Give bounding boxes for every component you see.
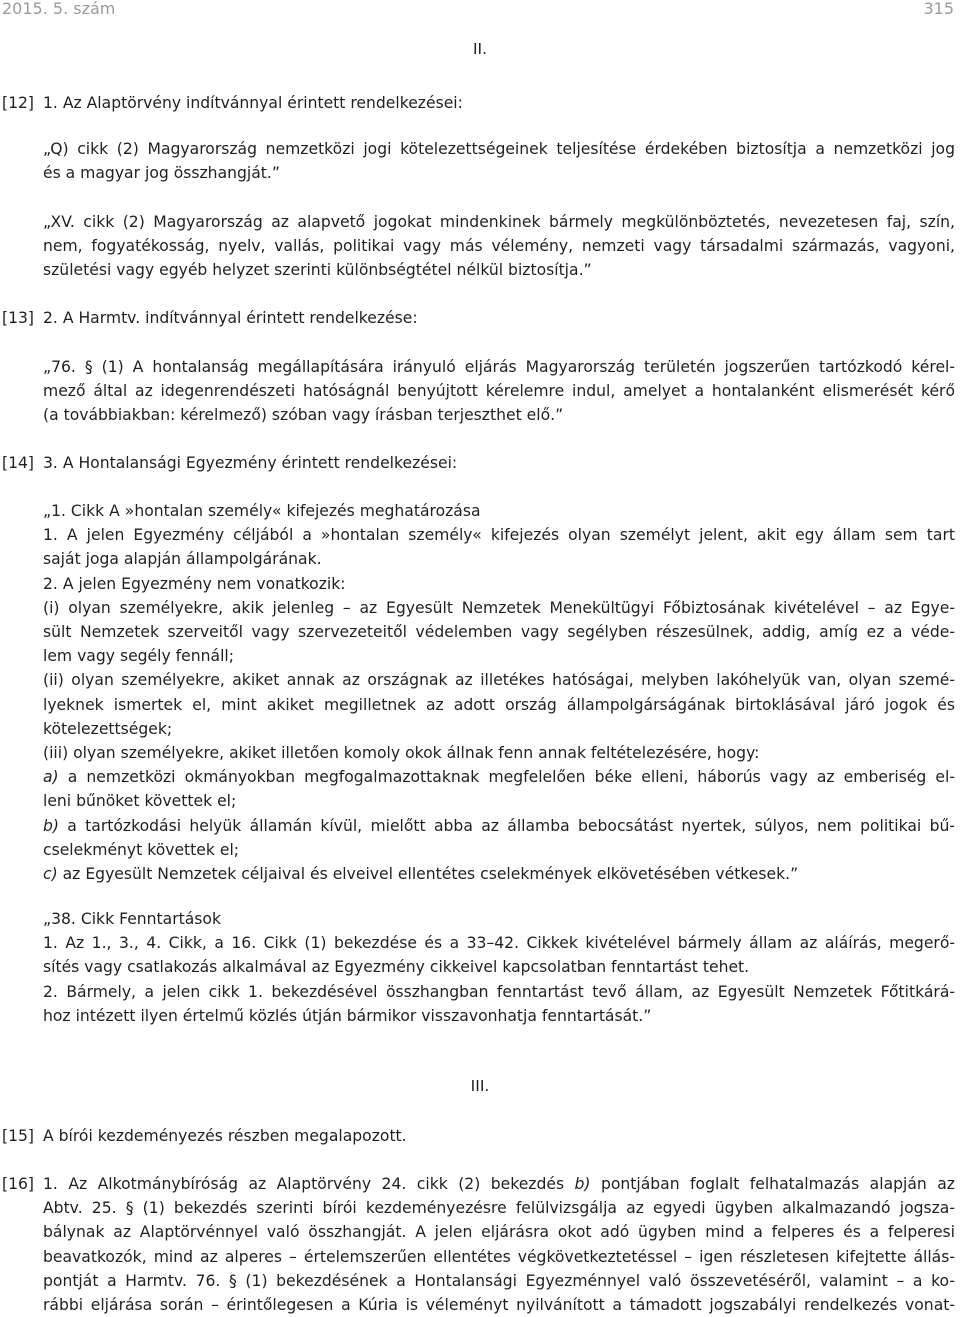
section-heading-ii: II. — [472, 40, 488, 58]
text-line: „76. § (1) A hontalanság megállapítására irányuló eljárás Magyarország területén jogszerűen tartózkodó kérel- — [43, 358, 955, 376]
text-line: sítés vagy csatlakozás alkalmával az Egyezmény cikkeivel kapcsolatban fenntartást tehet. — [43, 958, 750, 977]
text-line: A bírói kezdeményezés részben megalapozott. — [43, 1127, 407, 1145]
text-line: 2. Bármely, a jelen cikk 1. bekezdésével összhangban fenntartást tevő állam, az Egyesült Nemzetek Főtitkárá- — [43, 982, 955, 1001]
text-line: hoz intézett ilyen értelmű közlés útján bármikor visszavonhatja fenntartását.” — [43, 1006, 652, 1025]
text-line: 2. A jelen Egyezmény nem vonatkozik: — [43, 574, 346, 593]
text-line: „38. Cikk Fenntartások — [43, 910, 221, 928]
text-line: pontját a Harmtv. 76. § (1) bekezdésének a Hontalansági Egyezménnyel való összevetéséről, valamint – a ko- — [43, 1271, 955, 1290]
paragraph-number-13: [13] — [2, 309, 35, 327]
text-line: lem vagy segély fennáll; — [43, 647, 234, 666]
text-line: bálynak az Alaptörvénnyel való összhangját. A jelen eljárásra okot adó ügyben mind a felperes és a felperesi — [43, 1223, 955, 1242]
text-line: 2. A Harmtv. indítvánnyal érintett rendelkezése: — [43, 309, 418, 327]
quote-convention-article-1 — [43, 499, 955, 886]
text-line: sült Nemzetek szerveitől vagy szervezeteitől védelemben vagy segélyben részesülnek, addig, amíg ez a véde- — [43, 623, 955, 642]
text-line: leni bűnöket követtek el; — [43, 792, 237, 811]
text-line: „XV. cikk (2) Magyarország az alapvető jogokat mindenkinek bármely megkülönböztetés, nevezetesen faj, szín, — [43, 213, 955, 231]
quote-harmtv-76 — [43, 355, 955, 428]
paragraph-14-intro — [43, 451, 955, 475]
quote-article-q — [43, 137, 955, 185]
text-line: 1. A jelen Egyezmény céljából a »hontalan személy« kifejezés olyan személyt jelent, akit egy állam sem tart — [43, 526, 955, 545]
paragraph-number-15: [15] — [2, 1127, 35, 1145]
paragraph-number-16: [16] — [2, 1175, 35, 1193]
text-line: kötelezettségek; — [43, 719, 173, 738]
text-line: „1. Cikk A »hontalan személy« kifejezés meghatározása — [43, 502, 481, 520]
item-marker: b) — [574, 1175, 591, 1193]
paragraph-12-intro — [43, 91, 955, 115]
quote-convention-article-38 — [43, 907, 955, 1028]
text-line: „Q) cikk (2) Magyarország nemzetközi jogi kötelezettségeinek teljesítése érdekében biztosítja a nemzetközi jog — [43, 140, 955, 158]
text-line — [43, 765, 955, 789]
text-line: 1. Az Alaptörvény indítvánnyal érintett rendelkezései: — [43, 94, 463, 112]
paragraph-15 — [43, 1124, 955, 1148]
text-line: saját joga alapján állampolgárának. — [43, 550, 322, 569]
section-heading-iii: III. — [470, 1077, 490, 1095]
text-line: lyeknek ismertek el, mint akiket megilletnek az adott ország állampolgárságának birtoklásával járó jogok és — [43, 695, 955, 714]
text-line — [43, 814, 955, 838]
text-part: pontjában foglalt felhatalmazás alapján az — [590, 1175, 955, 1193]
paragraph-number-14: [14] — [2, 454, 35, 472]
text-line: Abtv. 25. § (1) bekezdés szerinti bírói kezdeményezésre felülvizsgálja az egyedi ügyben alkalmazandó jogsza- — [43, 1199, 955, 1218]
text-line: születési vagy egyéb helyzet szerinti különbségtétel nélkül biztosítja.” — [43, 261, 592, 280]
text-line: mező által az idegenrendészeti hatóságnál benyújtott kérelemre indul, amelyet a hontalanként elismerését kérő — [43, 382, 955, 401]
paragraph-number-12: [12] — [2, 94, 35, 112]
text-line — [43, 862, 955, 886]
paragraph-13-intro — [43, 306, 955, 330]
item-marker: b) — [43, 816, 59, 835]
quote-article-xv — [43, 210, 955, 283]
text-line: (ii) olyan személyekre, akiket annak az országnak az illetékes hatóságai, melyben lakóhelyük van, olyan szemé- — [43, 671, 955, 690]
item-text: a tartózkodási helyük államán kívül, mielőtt abba az államba bebocsátást nyertek, súlyos, nem politikai bű- — [58, 816, 955, 835]
text-part: 1. Az Alkotmánybíróság az Alaptörvény 24. cikk (2) bekezdés — [43, 1175, 575, 1193]
page-number: 315 — [923, 0, 954, 18]
text-line: nem, fogyatékosság, nyelv, vallás, politikai vagy más vélemény, nemzeti vagy társadalmi származás, vagyoni, — [43, 237, 955, 256]
text-line: 1. Az 1., 3., 4. Cikk, a 16. Cikk (1) bekezdése és a 33–42. Cikkek kivételével bármely állam az aláírás, megerő- — [43, 934, 955, 953]
item-text: az Egyesült Nemzetek céljaival és elveivel ellentétes cselekmények elkövetésében vétkesek.” — [57, 865, 799, 884]
item-marker: c) — [43, 865, 58, 884]
item-marker: a) — [43, 768, 59, 787]
issue-label: 2015. 5. szám — [2, 0, 116, 18]
text-line: 3. A Hontalansági Egyezmény érintett rendelkezései: — [43, 454, 458, 472]
text-line — [43, 1172, 955, 1196]
text-line: (a továbbiakban: kérelmező) szóban vagy írásban terjeszthet elő.” — [43, 406, 564, 425]
page-header — [0, 0, 960, 22]
text-line: beavatkozók, mind az alperes – értelemszerűen ellentétes végkövetkeztetéssel – igen részletesen kifejtette állás- — [43, 1247, 955, 1266]
text-line: és a magyar jog összhangját.” — [43, 164, 280, 183]
text-line: rábbi eljárása során – érintőlegesen a Kúria is véleményt nyilvánított a támadott jogszabályi rendelkezés vonat- — [43, 1296, 955, 1315]
paragraph-16 — [43, 1172, 955, 1317]
item-text: a nemzetközi okmányokban megfogalmazottaknak megfelelően béke elleni, háborús vagy az emberiség el- — [58, 768, 955, 787]
text-line: (iii) olyan személyekre, akiket illetően komoly okok állnak fenn annak feltételezésére, hogy: — [43, 744, 760, 763]
text-line: (i) olyan személyekre, akik jelenleg – az Egyesült Nemzetek Menekültügyi Főbiztosának kivételével – az Egye- — [43, 598, 955, 617]
text-line: cselekményt követtek el; — [43, 840, 240, 859]
